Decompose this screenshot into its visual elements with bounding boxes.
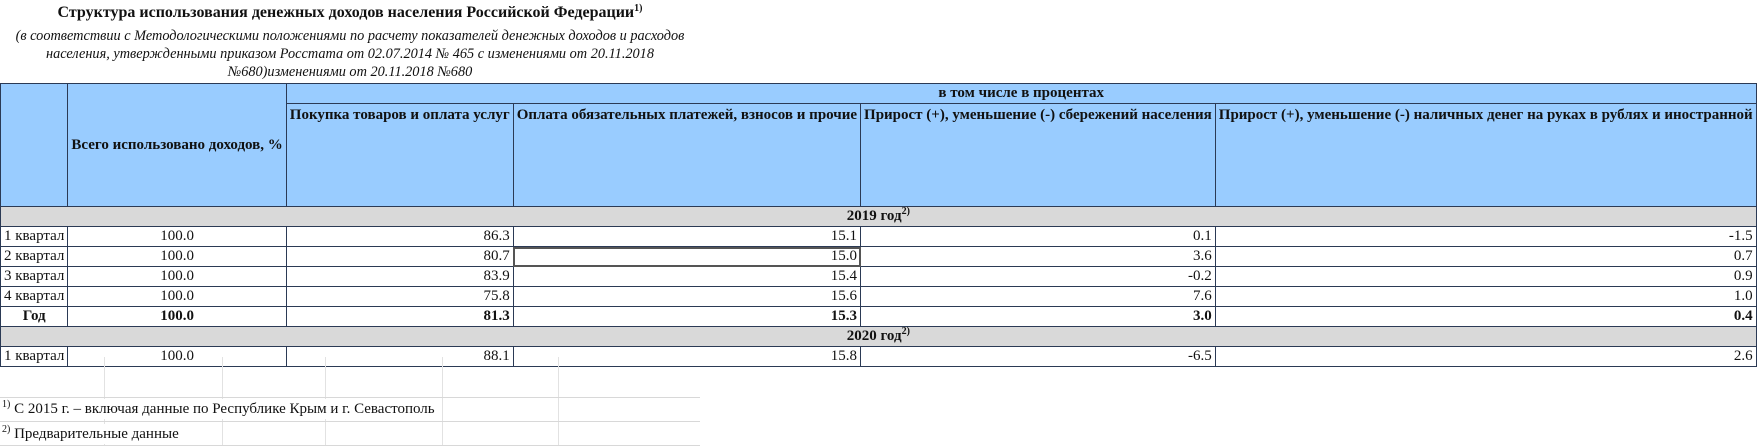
table-row bbox=[1, 347, 1757, 367]
header-row-group bbox=[1, 84, 1757, 104]
table-row bbox=[1, 227, 1757, 247]
cell-purchases[interactable]: 75.8 bbox=[286, 287, 513, 307]
cell-payments[interactable]: 15.1 bbox=[513, 227, 860, 247]
cell-savings[interactable]: -0.2 bbox=[861, 267, 1216, 287]
methodology-note bbox=[4, 27, 696, 81]
header-purchases-label: Покупка товаров и оплата услуг bbox=[289, 107, 510, 123]
cell-total[interactable]: 100.0 bbox=[68, 247, 286, 267]
cell-period[interactable]: 1 квартал bbox=[1, 347, 68, 367]
footnote-mark: 2) bbox=[901, 326, 910, 337]
footnote-mark: 2) bbox=[2, 424, 11, 435]
sheet-gridline bbox=[558, 357, 559, 446]
header-group-text: в том числе в процентах bbox=[938, 85, 1105, 101]
footnote-mark: 2) bbox=[901, 206, 910, 217]
year-text: 2019 год bbox=[846, 208, 902, 224]
sheet-gridline bbox=[0, 421, 700, 422]
cell-period[interactable]: Год bbox=[1, 307, 68, 327]
header-cash-label: Прирост (+), уменьшение (-) наличных денег на руках в рублях и иностранной bbox=[1218, 107, 1753, 123]
cell-payments[interactable]: 15.4 bbox=[513, 267, 860, 287]
header-cash[interactable] bbox=[1215, 104, 1756, 207]
cell-cash[interactable]: 1.0 bbox=[1215, 287, 1756, 307]
cell-payments[interactable]: 15.8 bbox=[513, 347, 860, 367]
cell-total[interactable]: 100.0 bbox=[68, 287, 286, 307]
cell-cash[interactable]: -1.5 bbox=[1215, 227, 1756, 247]
table-row bbox=[1, 267, 1757, 287]
cell-purchases[interactable]: 86.3 bbox=[286, 227, 513, 247]
cell-period[interactable]: 1 квартал bbox=[1, 227, 68, 247]
header-purchases[interactable] bbox=[286, 104, 513, 207]
footnote-text: Предварительные данные bbox=[14, 426, 179, 442]
cell-total[interactable]: 100.0 bbox=[68, 307, 286, 327]
cell-total[interactable]: 100.0 bbox=[68, 227, 286, 247]
cell-period[interactable]: 3 квартал bbox=[1, 267, 68, 287]
cell-purchases[interactable]: 88.1 bbox=[286, 347, 513, 367]
cell-period[interactable]: 2 квартал bbox=[1, 247, 68, 267]
cell-savings[interactable]: -6.5 bbox=[861, 347, 1216, 367]
cell-purchases[interactable]: 81.3 bbox=[286, 307, 513, 327]
footnote-text: С 2015 г. – включая данные по Республике Крым и г. Севастополь bbox=[14, 401, 435, 417]
cell-period[interactable]: 4 квартал bbox=[1, 287, 68, 307]
cell-purchases[interactable]: 80.7 bbox=[286, 247, 513, 267]
year-row-2019 bbox=[1, 207, 1757, 227]
year-text: 2020 год bbox=[846, 328, 902, 344]
footnote-1 bbox=[2, 399, 439, 419]
cell-savings[interactable]: 3.0 bbox=[861, 307, 1216, 327]
cell-purchases[interactable]: 83.9 bbox=[286, 267, 513, 287]
year-label-2020[interactable] bbox=[1, 327, 1757, 347]
header-savings-label: Прирост (+), уменьшение (-) сбережений населения bbox=[864, 107, 1212, 123]
table-row bbox=[1, 287, 1757, 307]
methodology-line-1: (в соответствии с Методологическими положениями по расчету показателей денежных доходов и расходов bbox=[15, 28, 685, 44]
cell-savings[interactable]: 0.1 bbox=[861, 227, 1216, 247]
sheet-gridline bbox=[442, 357, 443, 446]
cell-savings[interactable]: 7.6 bbox=[861, 287, 1216, 307]
header-total-used-label: Всего использовано доходов, % bbox=[71, 136, 283, 153]
table-row bbox=[1, 247, 1757, 267]
table-row-year-total bbox=[1, 307, 1757, 327]
methodology-line-3: №680)изменениями от 20.11.2018 №680 bbox=[227, 64, 473, 80]
cell-payments[interactable]: 15.3 bbox=[513, 307, 860, 327]
year-label-2019[interactable] bbox=[1, 207, 1757, 227]
cell-cash[interactable]: 2.6 bbox=[1215, 347, 1756, 367]
header-payments[interactable] bbox=[513, 104, 860, 207]
cell-payments[interactable]: 15.6 bbox=[513, 287, 860, 307]
header-period-cell[interactable] bbox=[1, 84, 68, 207]
cell-cash[interactable]: 0.9 bbox=[1215, 267, 1756, 287]
cell-savings[interactable]: 3.6 bbox=[861, 247, 1216, 267]
header-group-label[interactable] bbox=[286, 84, 1756, 104]
year-row-2020 bbox=[1, 327, 1757, 347]
footnote-mark: 1) bbox=[2, 399, 11, 410]
cell-cash[interactable]: 0.7 bbox=[1215, 247, 1756, 267]
title-text: Структура использования денежных доходов населения Российской Федерации bbox=[57, 4, 635, 21]
cell-total[interactable]: 100.0 bbox=[68, 347, 286, 367]
footnote-2 bbox=[2, 424, 183, 444]
methodology-line-2: населения, утвержденными приказом Росстата от 02.07.2014 № 465 с изменениями от 20.11.2018 bbox=[46, 46, 654, 62]
table-title bbox=[0, 2, 700, 24]
title-footnote-mark: 1) bbox=[634, 3, 643, 14]
cell-cash[interactable]: 0.4 bbox=[1215, 307, 1756, 327]
header-payments-label: Оплата обязательных платежей, взносов и прочие bbox=[516, 107, 858, 123]
header-savings[interactable] bbox=[861, 104, 1216, 207]
header-total-used[interactable] bbox=[68, 84, 286, 207]
income-structure-table bbox=[0, 83, 1757, 367]
sheet-gridline bbox=[0, 397, 700, 398]
cell-total[interactable]: 100.0 bbox=[68, 267, 286, 287]
cell-payments-selected[interactable]: 15.0 bbox=[513, 247, 860, 267]
